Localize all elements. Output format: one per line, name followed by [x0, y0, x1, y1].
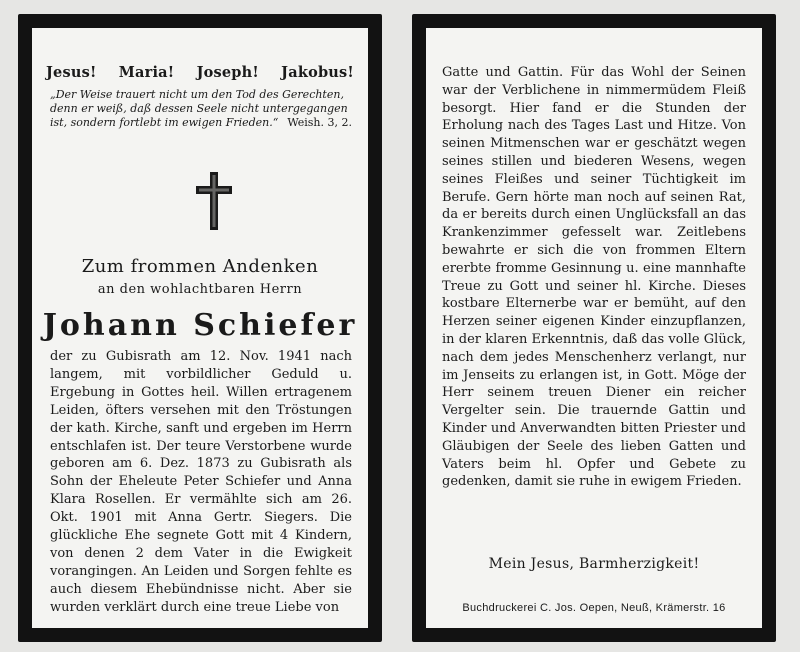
closing-prayer: Mein Jesus, Barmherzigkeit! — [488, 556, 700, 572]
cross-icon — [194, 170, 234, 232]
invocation-maria: Maria! — [118, 64, 175, 81]
bible-quote — [50, 88, 352, 130]
right-card-border — [412, 14, 776, 642]
invocation-jakobus: Jakobus! — [281, 64, 354, 81]
quote-reference: Weish. 3, 2. — [287, 116, 352, 129]
left-card-page — [32, 28, 368, 628]
obituary-text-right: Gatte und Gattin. Für das Wohl der Seinen war der Verblichene in nimmermüdem Fleiß besorgt. Hier fand er die Stunden der Erholung nach des Tages Last und Hitze. Von seinen Mitmenschen war er geschätzt wegen seines stillen und biederen Wesens, wegen seines Fleißes und seiner Tüchtigkeit im Berufe. Gern hörte man noch auf seinen Rat, da er bereits durch einen Unglücksfall an das Krankenzimmer gefesselt war. Zeitlebens bewahrte er sich die von frommen Eltern ererbte fromme Gesinnung u. eine mannhafte Treue zu Gott und seiner hl. Kirche. Dieses kostbare Elternerbe war er bemüht, auf den Herzen seiner eigenen Kinder einzupflanzen, in der klaren Erkenntnis, daß das volle Glück, nach dem jedes Menschenherz verlangt, nur im Jenseits zu erlangen ist, in Gott. Möge der Herr seinem treuen Diener ein reicher Vergelter sein. Die trauernde Gattin und Kinder und Anverwandten bitten Priester und Gläubigen der Seele des lieben Gatten und Vaters beim hl. Opfer und Gebete zu gedenken, damit sie ruhe in ewigem Frieden. — [442, 65, 746, 490]
invocation-jesus: Jesus! — [46, 64, 97, 81]
right-card-page — [426, 28, 762, 628]
left-card-border — [18, 14, 382, 642]
obituary-text-left: der zu Gubisrath am 12. Nov. 1941 nach langem, mit vorbildlicher Geduld u. Ergebung in Gottes heil. Willen ertragenem Leiden, öfters versehen mit den Tröstungen der kath. Kirche, sanft und ergeben im Herrn entschlafen ist. Der teure Verstorbene wurde geboren am 6. Dez. 1873 zu Gubisrath als Sohn der Eheleute Peter Schiefer und Anna Klara Rosellen. Er vermählte sich am 26. Okt. 1901 mit Anna Gertr. Siegers. Die glückliche Ehe segnete Gott mit 4 Kindern, von denen 2 dem Vater in die Ewigkeit vorangingen. An Leiden und Sorgen fehlte es auch diesem Ehebündnisse nicht. Aber sie wurden verklärt durch eine treue Liebe von — [50, 349, 352, 615]
memorial-title: Zum frommen Andenken — [81, 256, 319, 277]
memorial-subtitle: an den wohlachtbaren Herrn — [97, 282, 303, 297]
quote-text: „Der Weise trauert nicht um den Tod des Gerechten, denn er weiß, daß dessen Seele nicht untergegangen ist, sondern fortlebt im ewigen Frieden.“ — [50, 88, 348, 129]
invocation-line — [46, 64, 354, 81]
printer-imprint: Buchdruckerei C. Jos. Oepen, Neuß, Krämerstr. 16 — [462, 602, 726, 614]
invocation-joseph: Joseph! — [196, 64, 259, 81]
deceased-name: Johann Schiefer — [42, 308, 358, 343]
